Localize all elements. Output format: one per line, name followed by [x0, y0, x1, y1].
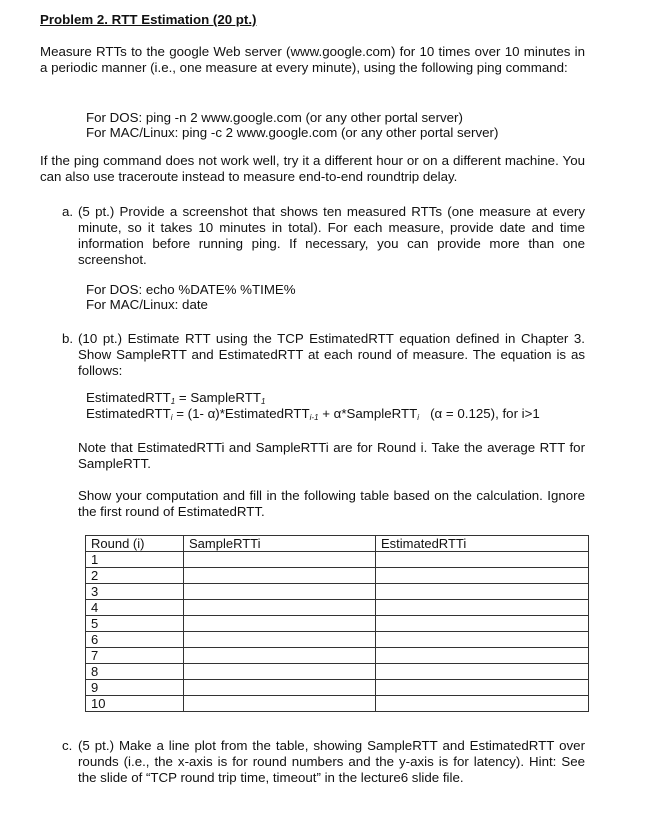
round-cell: 2 [86, 568, 184, 584]
eq1-rhs: = SampleRTT [175, 390, 262, 405]
samplertt-cell[interactable] [184, 584, 376, 600]
estimatedrtt-cell[interactable] [376, 648, 589, 664]
eq2-sub2: i-1 [309, 413, 319, 422]
part-a [62, 204, 585, 268]
part-c [62, 738, 585, 786]
fallback-paragraph: If the ping command does not work well, try it a different hour or on a different machine. You can also use traceroute instead to measure end-to-end roundtrip delay. [40, 153, 585, 184]
estimatedrtt-cell[interactable] [376, 616, 589, 632]
samplertt-cell[interactable] [184, 680, 376, 696]
round-cell: 7 [86, 648, 184, 664]
eq1-sub: 1 [170, 397, 176, 406]
table-row [86, 680, 589, 696]
equation-2 [86, 406, 606, 426]
samplertt-cell[interactable] [184, 648, 376, 664]
intro-paragraph: Measure RTTs to the google Web server (www.google.com) for 10 times over 10 minutes in a periodic manner (i.e., one measure at every minute), using the following ping command: [40, 44, 585, 75]
table-row [86, 696, 589, 712]
table-row [86, 600, 589, 616]
ping-mac-command: For MAC/Linux: ping -c 2 www.google.com (or any other portal server) [86, 125, 499, 140]
ping-dos-command: For DOS: ping -n 2 www.google.com (or any other portal server) [86, 110, 463, 125]
estimatedrtt-cell[interactable] [376, 664, 589, 680]
eq1-lhs: EstimatedRTT [86, 390, 171, 405]
header-round: Round (i) [86, 536, 184, 552]
round-cell: 1 [86, 552, 184, 568]
samplertt-cell[interactable] [184, 696, 376, 712]
estimatedrtt-cell[interactable] [376, 680, 589, 696]
samplertt-cell[interactable] [184, 664, 376, 680]
table-row [86, 648, 589, 664]
note-paragraph: Note that EstimatedRTTi and SampleRTTi are for Round i. Take the average RTT for SampleRTT. [78, 440, 585, 471]
round-cell: 8 [86, 664, 184, 680]
rtt-table [85, 535, 589, 712]
eq2-term1: = (1- α)*EstimatedRTT [172, 406, 310, 421]
part-c-text: (5 pt.) Make a line plot from the table, showing SampleRTT and EstimatedRTT over rounds (i.e., the x-axis is for round numbers and the y-axis is for latency). Hint: See the slide of “TCP round trip time, timeout” in the lecture6 slide file. [78, 738, 585, 785]
problem-title [40, 12, 585, 28]
header-estimatedrtt: EstimatedRTTi [376, 536, 589, 552]
eq2-sub: i [170, 413, 173, 422]
samplertt-cell[interactable] [184, 632, 376, 648]
title-text: Problem 2. RTT Estimation (20 pt.) [40, 12, 257, 27]
estimatedrtt-cell[interactable] [376, 600, 589, 616]
part-c-label: c. [62, 738, 73, 753]
round-cell: 4 [86, 600, 184, 616]
round-cell: 9 [86, 680, 184, 696]
eq2-condition: (α = 0.125), for i>1 [419, 406, 540, 421]
estimatedrtt-cell[interactable] [376, 696, 589, 712]
round-cell: 3 [86, 584, 184, 600]
round-cell: 10 [86, 696, 184, 712]
date-dos-command: For DOS: echo %DATE% %TIME% [86, 282, 296, 297]
table-row [86, 616, 589, 632]
table-row [86, 584, 589, 600]
part-b-label: b. [62, 331, 74, 346]
estimatedrtt-cell[interactable] [376, 552, 589, 568]
round-cell: 6 [86, 632, 184, 648]
date-mac-command: For MAC/Linux: date [86, 297, 208, 312]
table-row [86, 568, 589, 584]
estimatedrtt-cell[interactable] [376, 568, 589, 584]
estimatedrtt-cell[interactable] [376, 584, 589, 600]
round-cell: 5 [86, 616, 184, 632]
show-paragraph: Show your computation and fill in the following table based on the calculation. Ignore the first round of EstimatedRTT. [78, 488, 585, 519]
part-b [62, 331, 585, 379]
part-a-label: a. [62, 204, 74, 219]
part-b-text: (10 pt.) Estimate RTT using the TCP EstimatedRTT equation defined in Chapter 3. Show SampleRTT and EstimatedRTT at each round of measure. The equation is as follows: [78, 331, 585, 378]
samplertt-cell[interactable] [184, 568, 376, 584]
samplertt-cell[interactable] [184, 600, 376, 616]
header-samplertt: SampleRTTi [184, 536, 376, 552]
table-header-row [86, 536, 589, 552]
part-a-text: (5 pt.) Provide a screenshot that shows ten measured RTTs (one measure at every minute, so it takes 10 minutes in total). For each measure, provide date and time information before running ping. If necessary, you can provide more than one screenshot. [78, 204, 585, 267]
table-row [86, 664, 589, 680]
samplertt-cell[interactable] [184, 552, 376, 568]
table-row [86, 552, 589, 568]
eq2-sub3: i [417, 413, 420, 422]
table-row [86, 632, 589, 648]
estimatedrtt-cell[interactable] [376, 632, 589, 648]
samplertt-cell[interactable] [184, 616, 376, 632]
eq2-term2: + α*SampleRTT [318, 406, 418, 421]
eq2-lhs: EstimatedRTT [86, 406, 171, 421]
eq1-sub2: 1 [261, 397, 266, 406]
